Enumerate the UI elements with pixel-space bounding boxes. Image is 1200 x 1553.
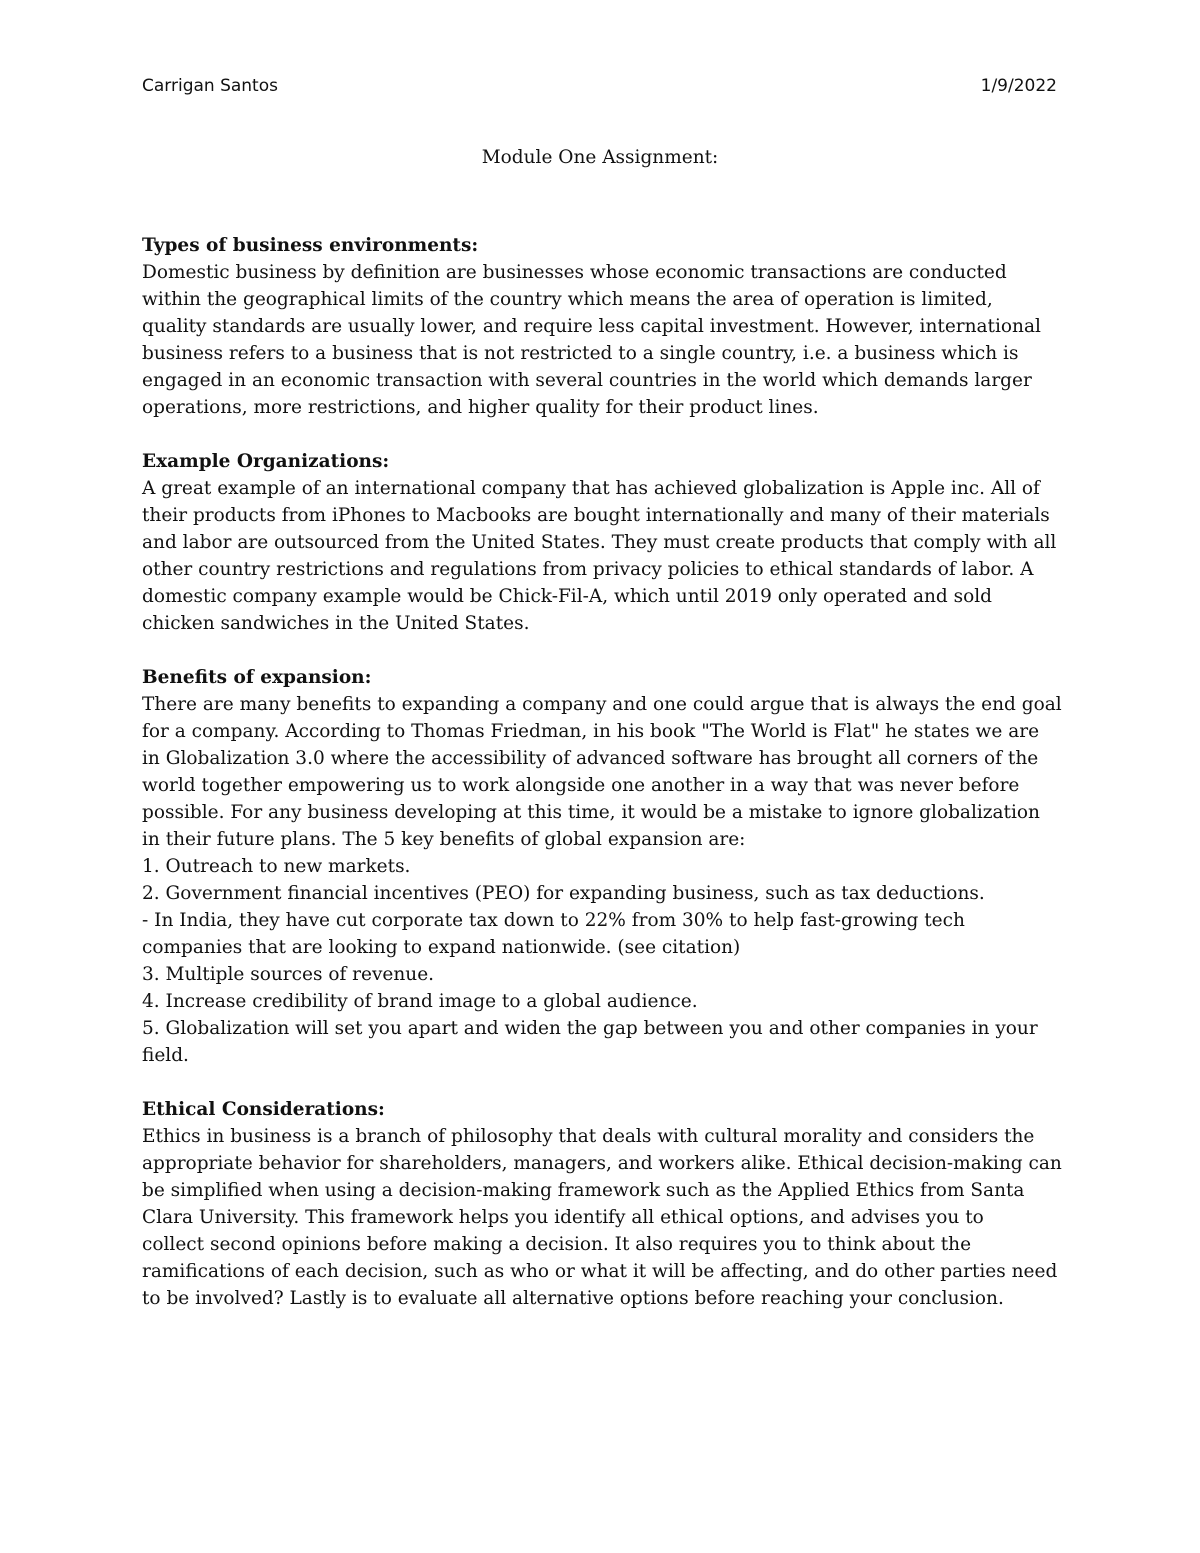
paragraph-line: operations, more restrictions, and higher quality for their product lines.	[142, 397, 819, 418]
paragraph-line: chicken sandwiches in the United States.	[142, 613, 530, 634]
section-heading: Types of business environments:	[142, 235, 479, 256]
paragraph-line: ramifications of each decision, such as who or what it will be affecting, and do other parties need	[142, 1261, 1058, 1282]
paragraph-line: for a company. According to Thomas Friedman, in his book "The World is Flat" he states we are	[142, 721, 1040, 742]
section-paragraph	[142, 1123, 1062, 1312]
document-title: Module One Assignment:	[481, 147, 719, 168]
paragraph-line: within the geographical limits of the country which means the area of operation is limited,	[142, 289, 993, 310]
paragraph-line: quality standards are usually lower, and require less capital investment. However, international	[142, 316, 1041, 337]
list-item: 4. Increase credibility of brand image to a global audience.	[142, 991, 698, 1012]
paragraph-line: be simplified when using a decision-making framework such as the Applied Ethics from Santa	[142, 1180, 1025, 1201]
paragraph-line: appropriate behavior for shareholders, managers, and workers alike. Ethical decision-making can	[142, 1153, 1062, 1174]
list-item: 3. Multiple sources of revenue.	[142, 964, 435, 985]
list-sub-item: companies that are looking to expand nationwide. (see citation)	[142, 937, 741, 958]
paragraph-line: in their future plans. The 5 key benefits of global expansion are:	[142, 829, 746, 850]
document-body	[142, 232, 1062, 1339]
section-heading: Ethical Considerations:	[142, 1099, 385, 1120]
paragraph-line: Clara University. This framework helps you identify all ethical options, and advises you to	[142, 1207, 984, 1228]
section-ethical-considerations	[142, 1096, 1062, 1312]
list-item: 1. Outreach to new markets.	[142, 856, 411, 877]
section-business-environments	[142, 232, 1062, 421]
paragraph-line: collect second opinions before making a decision. It also requires you to think about the	[142, 1234, 972, 1255]
paragraph-line: to be involved? Lastly is to evaluate all alternative options before reaching your conclusion.	[142, 1288, 1004, 1309]
paragraph-line: and labor are outsourced from the United States. They must create products that comply with all	[142, 532, 1057, 553]
section-benefits-of-expansion	[142, 664, 1062, 1069]
list-sub-item: - In India, they have cut corporate tax down to 22% from 30% to help fast-growing tech	[142, 910, 965, 931]
section-paragraph	[142, 691, 1062, 1069]
paragraph-line: domestic company example would be Chick-Fil-A, which until 2019 only operated and sold	[142, 586, 993, 607]
paragraph-line: their products from iPhones to Macbooks are bought internationally and many of their materials	[142, 505, 1050, 526]
paragraph-line: Domestic business by definition are businesses whose economic transactions are conducted	[142, 262, 1007, 283]
paragraph-line: business refers to a business that is not restricted to a single country, i.e. a business which is	[142, 343, 1019, 364]
section-paragraph	[142, 259, 1062, 421]
document-date: 1/9/2022	[980, 76, 1057, 96]
section-example-organizations	[142, 448, 1062, 637]
paragraph-line: in Globalization 3.0 where the accessibility of advanced software has brought all corners of the	[142, 748, 1039, 769]
list-item: field.	[142, 1045, 189, 1066]
paragraph-line: There are many benefits to expanding a company and one could argue that is always the end goal	[142, 694, 1062, 715]
paragraph-line: A great example of an international company that has achieved globalization is Apple inc. All of	[142, 478, 1040, 499]
section-heading: Example Organizations:	[142, 451, 390, 472]
list-item: 2. Government financial incentives (PEO) for expanding business, such as tax deductions.	[142, 883, 985, 904]
author-name: Carrigan Santos	[142, 76, 278, 96]
section-paragraph	[142, 475, 1062, 637]
paragraph-line: engaged in an economic transaction with several countries in the world which demands larger	[142, 370, 1032, 391]
paragraph-line: other country restrictions and regulations from privacy policies to ethical standards of labor. A	[142, 559, 1034, 580]
section-heading: Benefits of expansion:	[142, 667, 372, 688]
paragraph-line: world together empowering us to work alongside one another in a way that was never before	[142, 775, 1020, 796]
paragraph-line: possible. For any business developing at this time, it would be a mistake to ignore globalization	[142, 802, 1040, 823]
paragraph-line: Ethics in business is a branch of philosophy that deals with cultural morality and considers the	[142, 1126, 1035, 1147]
list-item: 5. Globalization will set you apart and widen the gap between you and other companies in your	[142, 1018, 1038, 1039]
